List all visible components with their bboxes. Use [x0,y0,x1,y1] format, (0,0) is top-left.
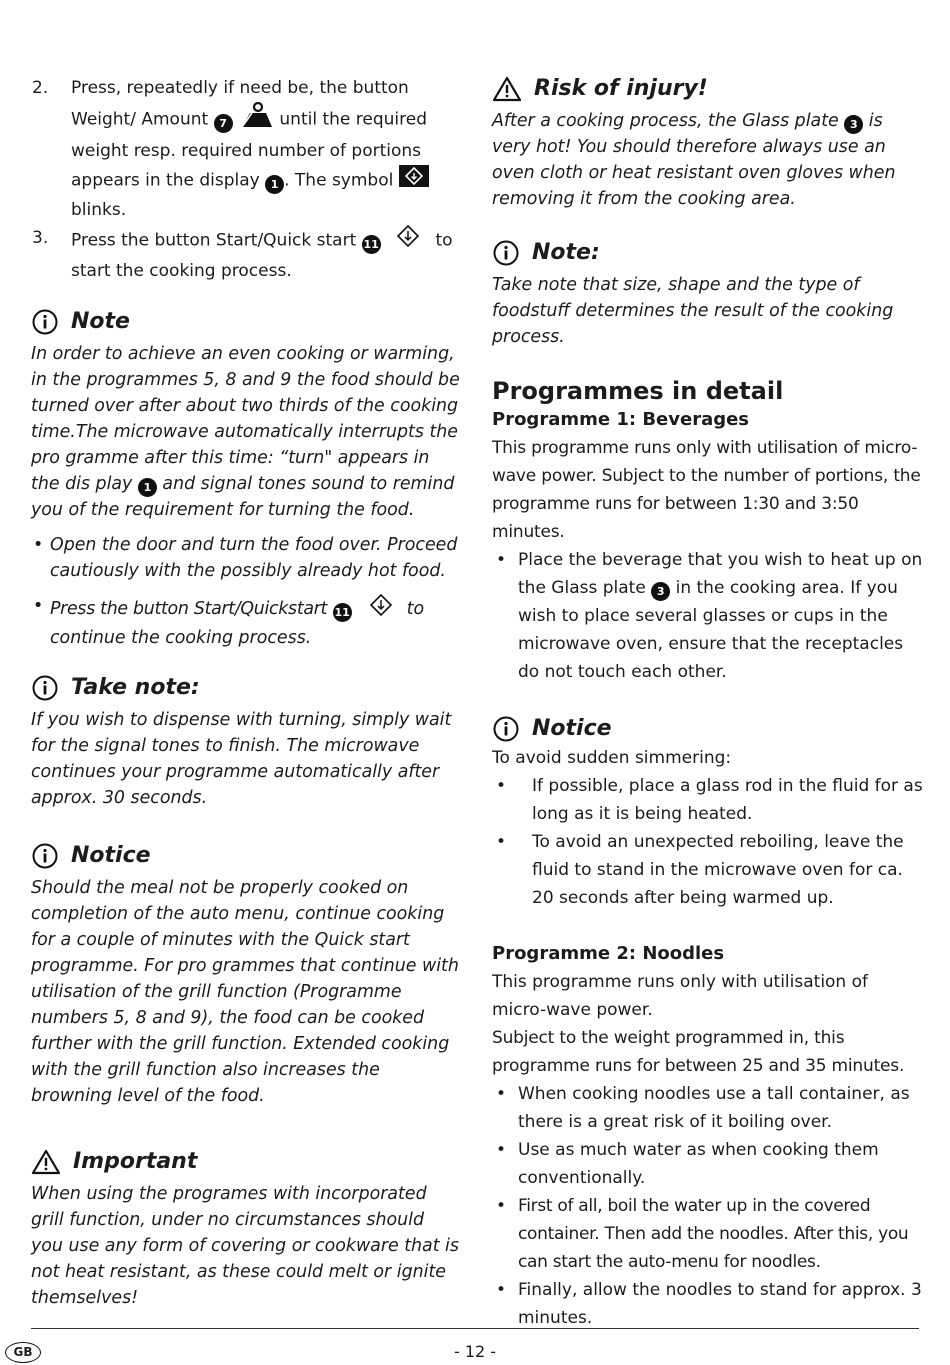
weight-amount-icon [238,102,274,137]
list-item-text: in the cooking area. If you wish to place several glasses or cups in the microwave oven, ensure that the receptacles do not touch each other. [518,578,904,682]
warning-icon [31,1148,61,1176]
list-item [31,532,461,584]
step-text: . The symbol [284,170,394,191]
programme-2-text: This programme runs only with utilisation of micro-wave power. [492,972,869,1020]
bullet: • [33,535,44,555]
step-3 [31,224,461,285]
info-icon [31,842,59,870]
programme-1-text: This programme runs only with utilisation of micro-wave power. Subject to the number of portions, the programme runs for between 1:30 and 3:50 minutes. [492,438,921,542]
notice-intro: To avoid sudden simmering: [492,748,732,768]
language-badge: GB [5,1342,41,1363]
note-text: If you wish to dispense with turning, simply wait for the signal tones to finish. The microwave continues your programme automatically after approx. 30 seconds. [31,710,452,808]
note-text: When using the programes with incorporated grill function, under no circumstances should you use any form of covering or cookware that is not heat resistant, as these could melt or ignite themselves! [31,1184,459,1308]
note-title: Important [73,1149,198,1174]
ref-number-badge: 1 [138,478,157,497]
ref-number-badge: 11 [333,603,352,622]
list-item [492,828,924,912]
info-icon [492,239,520,267]
programme-2-text: Subject to the weight programmed in, this programme runs for between 25 and 35 minutes. [492,1028,905,1076]
list-item-text: Place the beverage that you wish to heat up on the Glass plate [518,550,923,598]
list-item [492,1276,924,1332]
programme-2-section [492,940,924,1332]
warning-title: Risk of injury! [534,76,708,101]
important-block [31,1147,461,1311]
bullet: • [33,596,44,616]
ref-number-badge: 7 [214,114,233,133]
list-item [492,1080,924,1136]
programmes-section [492,376,924,686]
notice-block [31,841,461,1109]
list-item [492,1192,924,1276]
left-column [31,74,461,1311]
list-item-text: If possible, place a glass rod in the fluid for as long as it is being heated. [532,776,923,824]
right-column [492,74,924,1332]
info-icon [31,308,59,336]
programme-1-title: Programme 1: Beverages [492,409,750,430]
warning-text-part: After a cooking process, the Glass plate [492,111,839,131]
notice-block [492,714,924,912]
list-item-text: to continue the cooking process. [50,599,425,648]
list-item [492,546,924,686]
list-item-text: Finally, allow the noodles to stand for approx. 3 minutes. [518,1280,922,1328]
note-heading [31,673,461,703]
step-text: to start the cooking process. [71,230,453,281]
bullet: • [496,550,507,570]
note-text [31,341,461,523]
list-item [492,1136,924,1192]
note-block [492,238,924,350]
note-text: Should the meal not be properly cooked on completion of the auto menu, continue cooking for a couple of minutes with the Quick start programme. For pro grammes that continue with utilisation of the grill function (Programme numbers 5, 8 and 9), the food can be cooked further with the grill function. Extended cooking with the grill function also increases the browning level of the food. [31,878,459,1106]
note-title: Notice [71,843,151,868]
step-number: 2. [32,78,49,98]
note-block [31,307,461,651]
start-symbol-icon [369,593,393,625]
step-number: 3. [32,228,49,248]
step-text: blinks. [71,200,127,220]
note-heading [31,841,461,871]
list-item-text: First of all, boil the water up in the covered container. Then add the noodles. After this, you can start the auto-menu for noodles. [518,1196,909,1272]
warning-text-part: is very hot! You should therefore always use an oven cloth or heat resistant oven gloves when removing it from the cooking area. [492,111,896,209]
note-text-part: In order to achieve an even cooking or warming, in the programmes 5, 8 and 9 the food should be turned over after about two thirds of the cooking time.The microwave automatically interrupts the pro gramme after this time: “turn" appears in the dis play [31,344,460,494]
note-text-part: and signal tones sound to remind you of the requirement for turning the food. [31,474,455,520]
risk-block [492,74,924,212]
note-heading [492,714,924,744]
list-item [31,593,461,651]
ref-number-badge: 1 [265,175,284,194]
bullet: • [496,1280,507,1300]
note-heading [31,307,461,337]
ref-number-badge: 3 [844,115,863,134]
step-2 [31,74,461,224]
info-icon [31,674,59,702]
warning-icon [492,75,522,103]
note-heading [492,238,924,268]
bullet: • [496,832,507,852]
step-text: Press the button Start/Quick start [71,230,357,251]
list-item [492,772,924,828]
ref-number-badge: 3 [651,582,670,601]
note-title: Take note: [71,675,200,700]
section-heading: Programmes in detail [492,377,784,405]
bullet: • [496,776,507,796]
warning-heading [492,74,924,104]
list-item-text: When cooking noodles use a tall container, as there is a great risk of it boiling over. [518,1084,910,1132]
start-symbol-box-icon [399,165,429,196]
note-text: Take note that size, shape and the type of foodstuff determines the result of the cooking process. [492,275,894,347]
bullet: • [496,1196,507,1216]
step-text: Press, repeatedly if need be, the button Weight/ Amount [71,78,409,130]
list-item-text: Press the button Start/Quickstart [50,599,328,619]
note-title: Note: [532,240,600,265]
footer-divider [31,1328,919,1329]
note-title: Notice [532,716,612,741]
programme-2-title: Programme 2: Noodles [492,943,725,964]
list-item-text: Open the door and turn the food over. Proceed cautiously with the possibly already hot food. [50,535,458,581]
warning-text [492,108,924,212]
take-note-block [31,673,461,811]
list-item-text: Use as much water as when cooking them conventionally. [518,1140,879,1188]
bullet: • [496,1084,507,1104]
page-number: - 12 - [453,1342,497,1361]
bullet: • [496,1140,507,1160]
step-text: until the required weight resp. required number of portions appears in the display [71,109,427,191]
info-icon [492,715,520,743]
list-item-text: To avoid an unexpected reboiling, leave the fluid to stand in the microwave oven for ca. 20 seconds after being warmed up. [532,832,904,908]
ref-number-badge: 11 [362,235,381,254]
start-symbol-icon [396,224,420,257]
note-heading [31,1147,461,1177]
note-title: Note [71,309,130,334]
